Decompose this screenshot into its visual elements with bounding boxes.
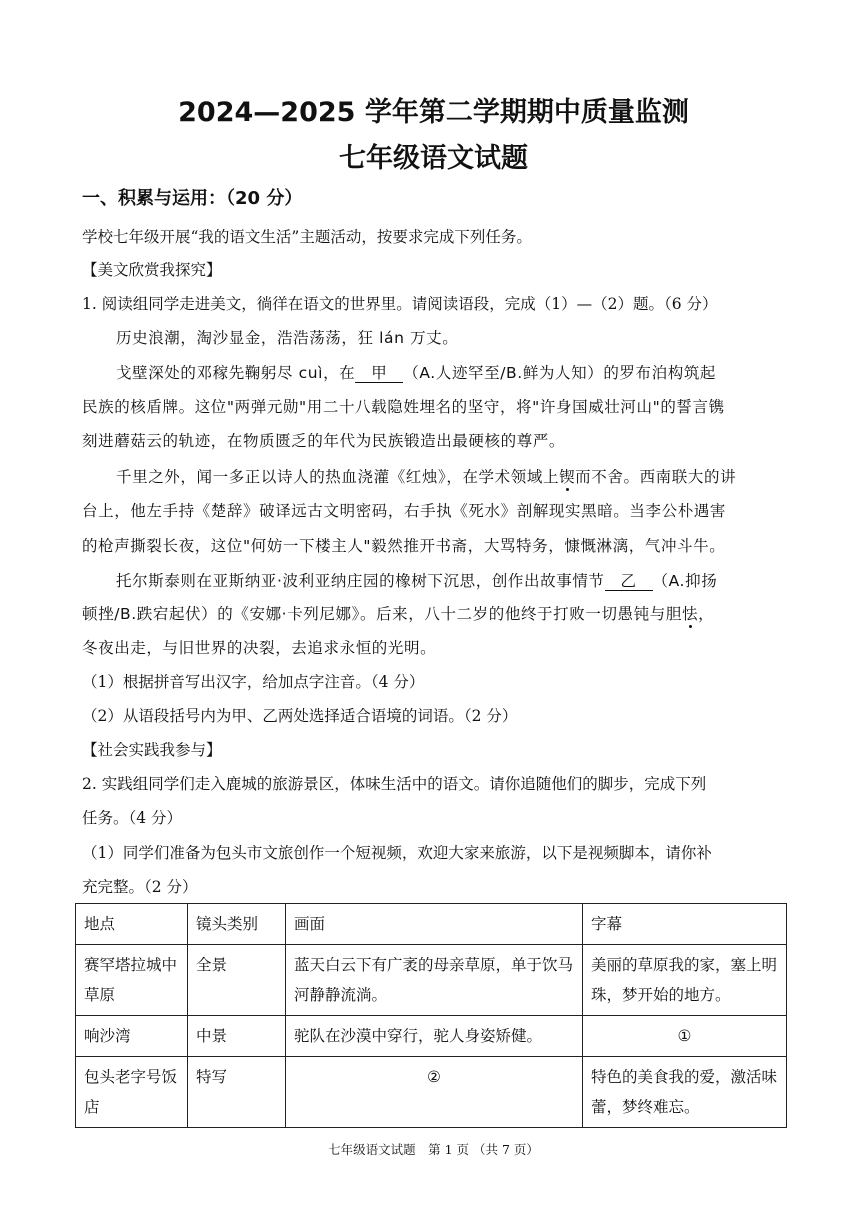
- passage-text: ，: [698, 605, 715, 623]
- table-header-cell: 画面: [286, 904, 583, 945]
- passage-text: 千里之外，闻一多正以诗人的热血浇灌《红烛》，在学术领域上: [116, 468, 560, 486]
- passage-paragraph-1-line-3: 刻进蘑菇云的轨迹，在物质匮乏的年代为民族锻造出最硬核的尊严。: [82, 432, 566, 450]
- question-1-stem: 1. 阅读组同学走进美文，徜徉在语文的世界里。请阅读语段，完成（1）—（2）题。（6 分）: [82, 295, 718, 313]
- table-cell-caption-blank-1: ①: [583, 1016, 787, 1057]
- question-2-stem-line-2: 任务。（4 分）: [82, 809, 183, 827]
- passage-text: （A.抑扬: [652, 572, 718, 590]
- table-cell-caption: 特色的美食我的爱，激活味蕾，梦终难忘。: [583, 1057, 787, 1128]
- table-cell-shot-type: 中景: [188, 1016, 286, 1057]
- passage-paragraph-2-line-3: 的枪声撕裂长夜，这位"何妨一下楼主人"毅然推开书斋，大骂特务，慷慨淋漓，气冲斗牛。: [82, 537, 726, 555]
- table-header-cell: 字幕: [583, 904, 787, 945]
- table-header-row: [76, 904, 787, 945]
- question-2-stem-line-1: 2. 实践组同学们走入鹿城的旅游景区，体味生活中的语文。请你追随他们的脚步，完成下列: [82, 775, 707, 793]
- table-row: [76, 1057, 787, 1128]
- table-cell-shot-type: 特写: [188, 1057, 286, 1128]
- table-cell-scene-blank-2: ②: [286, 1057, 583, 1128]
- exam-subtitle: 七年级语文试题: [339, 143, 528, 174]
- table-cell-caption: 美丽的草原我的家，塞上明珠，梦开始的地方。: [583, 945, 787, 1016]
- exam-title: 2024—2025 学年第二学期期中质量监测: [178, 97, 689, 128]
- table-row: [76, 1016, 787, 1057]
- question-1-sub-2: （2）从语段括号内为甲、乙两处选择适合语境的词语。（2 分）: [82, 707, 518, 725]
- question-2-sub-1-line-2: 充完整。（2 分）: [82, 878, 198, 896]
- passage-paragraph-3-line-2: [82, 603, 792, 625]
- section-heading: 一、积累与运用：（20 分）: [82, 188, 303, 209]
- table-row: [76, 945, 787, 1016]
- passage-paragraph-3-line-1: [116, 570, 792, 592]
- blank-jia: 甲: [355, 364, 403, 383]
- passage-paragraph-3-line-3: 冬夜出走，与旧世界的决裂，去追求永恒的光明。: [82, 639, 437, 657]
- table-cell-scene: 驼队在沙漠中穿行，驼人身姿矫健。: [286, 1016, 583, 1057]
- question-2-sub-1-line-1: （1）同学们准备为包头市文旅创作一个短视频，欢迎大家来旅游，以下是视频脚本，请你补: [82, 844, 712, 862]
- passage-text: 戈壁深处的邓稼先鞠躬尽 cuì，在: [116, 364, 356, 382]
- table-cell-shot-type: 全景: [188, 945, 286, 1016]
- section-intro: 学校七年级开展“我的语文生活”主题活动，按要求完成下列任务。: [82, 228, 532, 246]
- dotted-character: 怯: [681, 605, 699, 623]
- passage-text: 顿挫/B.跌宕起伏）的《安娜·卡列尼娜》。后来，八十二岁的他终于打败一切愚钝与胆: [82, 605, 682, 623]
- table-cell-scene: 蓝天白云下有广袤的母亲草原，单于饮马河静静流淌。: [286, 945, 583, 1016]
- passage-paragraph-2-line-2: 台上，他左手持《楚辞》破译远古文明密码，右手执《死水》剖解现实黑暗。当李公朴遇害: [82, 502, 727, 520]
- dotted-character: 锲: [559, 468, 576, 486]
- table-header-cell: 地点: [76, 904, 188, 945]
- part-b-label: 【社会实践我参与】: [82, 741, 222, 759]
- passage-paragraph-1-line-1: [116, 362, 792, 384]
- part-a-label: 【美文欣赏我探究】: [82, 261, 222, 279]
- page-footer: 七年级语文试题 第 1 页 （共 7 页）: [328, 1142, 539, 1157]
- table-header-cell: 镜头类别: [188, 904, 286, 945]
- passage-text: 而不舍。西南联大的讲: [575, 468, 737, 486]
- table-cell-location: 赛罕塔拉城中草原: [76, 945, 188, 1016]
- table-cell-location: 响沙湾: [76, 1016, 188, 1057]
- question-1-sub-1: （1）根据拼音写出汉字，给加点字注音。（4 分）: [82, 673, 425, 691]
- passage-text: （A.人迹罕至/B.鲜为人知）的罗布泊构筑起: [403, 364, 717, 382]
- passage-paragraph-2-line-1: [116, 466, 792, 488]
- video-script-table: [75, 903, 787, 1128]
- table-cell-location: 包头老字号饭店: [76, 1057, 188, 1128]
- blank-yi: 乙: [605, 572, 653, 591]
- passage-paragraph-0: 历史浪潮，淘沙显金，浩浩荡荡，狂 lán 万丈。: [116, 329, 459, 347]
- passage-text: 托尔斯泰则在亚斯纳亚·波利亚纳庄园的橡树下沉思，创作出故事情节: [116, 572, 605, 590]
- passage-paragraph-1-line-2: 民族的核盾牌。这位"两弹元勋"用二十八载隐姓埋名的坚守，将"许身国威壮河山"的誓言镌: [82, 398, 725, 416]
